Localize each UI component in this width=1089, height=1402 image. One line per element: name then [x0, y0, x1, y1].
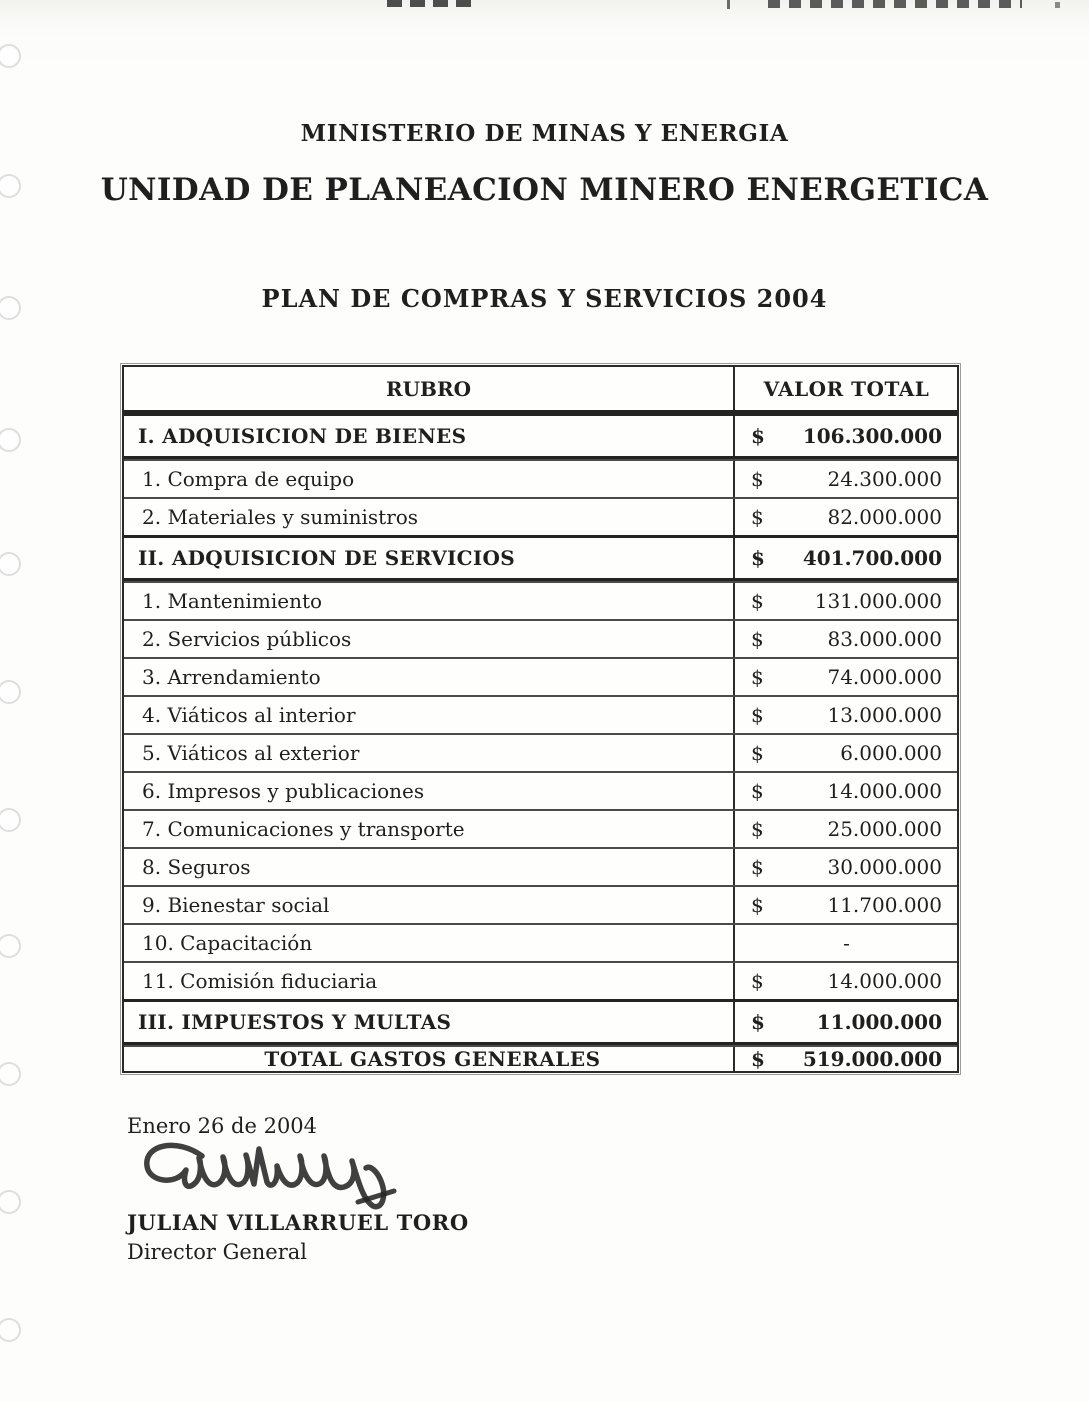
- scan-artifact-top-right: [768, 0, 1022, 8]
- valor-cell: [733, 697, 957, 733]
- currency-symbol: $: [751, 665, 764, 689]
- rubro-cell: 8. Seguros: [142, 855, 251, 879]
- valor-cell: [733, 499, 957, 535]
- rubro-cell: 1. Mantenimiento: [142, 589, 323, 613]
- rubro-cell: 2. Materiales y suministros: [142, 505, 419, 529]
- amount-value: 11.700.000: [827, 893, 942, 917]
- table-row: [124, 581, 957, 619]
- table-row: [124, 923, 957, 961]
- hole-punch: [0, 680, 21, 704]
- amount-value: 11.000.000: [816, 1010, 942, 1034]
- amount-value: 24.300.000: [827, 467, 942, 491]
- date-line: Enero 26 de 2004: [127, 1114, 318, 1138]
- amount-value: 30.000.000: [827, 855, 942, 879]
- currency-symbol: $: [751, 703, 764, 727]
- amount-value: 401.700.000: [802, 546, 942, 570]
- rubro-cell: 11. Comisión fiduciaria: [142, 969, 378, 993]
- amount-value: 14.000.000: [827, 779, 942, 803]
- valor-cell: [733, 925, 957, 961]
- rubro-cell: 4. Viáticos al interior: [142, 703, 356, 727]
- valor-cell: [733, 735, 957, 771]
- rubro-cell: 2. Servicios públicos: [142, 627, 352, 651]
- amount-value: 106.300.000: [802, 424, 942, 448]
- currency-symbol: $: [751, 779, 764, 803]
- rubro-cell: 10. Capacitación: [142, 931, 313, 955]
- table-row: [124, 809, 957, 847]
- table-row: [124, 657, 957, 695]
- amount-value: -: [843, 931, 850, 955]
- rubro-cell: 7. Comunicaciones y transporte: [142, 817, 465, 841]
- document-title: PLAN DE COMPRAS Y SERVICIOS 2004: [261, 284, 828, 313]
- table-row: [124, 771, 957, 809]
- hole-punch: [0, 44, 21, 68]
- rubro-cell: I. ADQUISICION DE BIENES: [138, 424, 467, 448]
- currency-symbol: $: [751, 855, 764, 879]
- rubro-cell: 3. Arrendamiento: [142, 665, 321, 689]
- rubro-cell: 9. Bienestar social: [142, 893, 330, 917]
- currency-symbol: $: [751, 505, 764, 529]
- valor-cell: [733, 538, 957, 578]
- currency-symbol: $: [751, 1010, 765, 1034]
- currency-symbol: $: [751, 424, 765, 448]
- scan-artifact-dot: [1055, 2, 1060, 8]
- valor-cell: [733, 773, 957, 809]
- amount-value: 25.000.000: [827, 817, 942, 841]
- table-row: [124, 619, 957, 657]
- scan-artifact-tick: [727, 0, 730, 9]
- table-row: [124, 961, 957, 999]
- unit-title: UNIDAD DE PLANEACION MINERO ENERGETICA: [100, 172, 989, 208]
- valor-column-header: VALOR TOTAL: [733, 367, 957, 410]
- table-row: [124, 885, 957, 923]
- valor-cell: [733, 621, 957, 657]
- table-row: [124, 413, 957, 459]
- valor-cell: [733, 659, 957, 695]
- valor-cell: [733, 887, 957, 923]
- table-row: [124, 1045, 957, 1071]
- valor-cell: [733, 849, 957, 885]
- currency-symbol: $: [751, 467, 764, 491]
- currency-symbol: $: [751, 627, 764, 651]
- valor-cell: [733, 963, 957, 999]
- hole-punch: [0, 1190, 21, 1214]
- rubro-cell: TOTAL GASTOS GENERALES: [264, 1047, 601, 1071]
- amount-value: 131.000.000: [814, 589, 942, 613]
- amount-value: 74.000.000: [827, 665, 942, 689]
- table-header-row: [124, 367, 957, 413]
- handwritten-signature: [132, 1136, 442, 1220]
- table-row: [124, 497, 957, 535]
- table-row: [124, 459, 957, 497]
- amount-value: 82.000.000: [827, 505, 942, 529]
- hole-punch: [0, 934, 21, 958]
- currency-symbol: $: [751, 1047, 765, 1071]
- rubro-cell: 5. Viáticos al exterior: [142, 741, 360, 765]
- valor-cell: [733, 811, 957, 847]
- currency-symbol: $: [751, 741, 764, 765]
- amount-value: 519.000.000: [802, 1047, 942, 1071]
- valor-cell: [733, 1047, 957, 1071]
- signer-role: Director General: [127, 1240, 308, 1264]
- table-row: [124, 695, 957, 733]
- table-row: [124, 999, 957, 1045]
- hole-punch: [0, 1062, 21, 1086]
- amount-value: 13.000.000: [827, 703, 942, 727]
- hole-punch: [0, 1318, 21, 1342]
- hole-punch: [0, 808, 21, 832]
- signer-name: JULIAN VILLARRUEL TORO: [127, 1210, 469, 1235]
- amount-value: 14.000.000: [827, 969, 942, 993]
- table-row: [124, 733, 957, 771]
- currency-symbol: $: [751, 893, 764, 917]
- rubro-cell: II. ADQUISICION DE SERVICIOS: [138, 546, 516, 570]
- valor-cell: [733, 1002, 957, 1042]
- rubro-cell: III. IMPUESTOS Y MULTAS: [138, 1010, 452, 1034]
- amount-value: 6.000.000: [840, 741, 942, 765]
- currency-symbol: $: [751, 589, 764, 613]
- plan-table: [122, 365, 959, 1073]
- table-row: [124, 847, 957, 885]
- currency-symbol: $: [751, 546, 765, 570]
- hole-punch: [0, 552, 21, 576]
- rubro-column-header: RUBRO: [385, 376, 471, 401]
- valor-cell: [733, 583, 957, 619]
- currency-symbol: $: [751, 969, 764, 993]
- valor-cell: [733, 461, 957, 497]
- scan-artifact-top-left: [387, 0, 473, 7]
- rubro-cell: 1. Compra de equipo: [142, 467, 355, 491]
- table-row: [124, 535, 957, 581]
- hole-punch: [0, 428, 21, 452]
- rubro-cell: 6. Impresos y publicaciones: [142, 779, 425, 803]
- valor-cell: [733, 416, 957, 456]
- currency-symbol: $: [751, 817, 764, 841]
- amount-value: 83.000.000: [827, 627, 942, 651]
- ministry-title: MINISTERIO DE MINAS Y ENERGIA: [300, 120, 789, 147]
